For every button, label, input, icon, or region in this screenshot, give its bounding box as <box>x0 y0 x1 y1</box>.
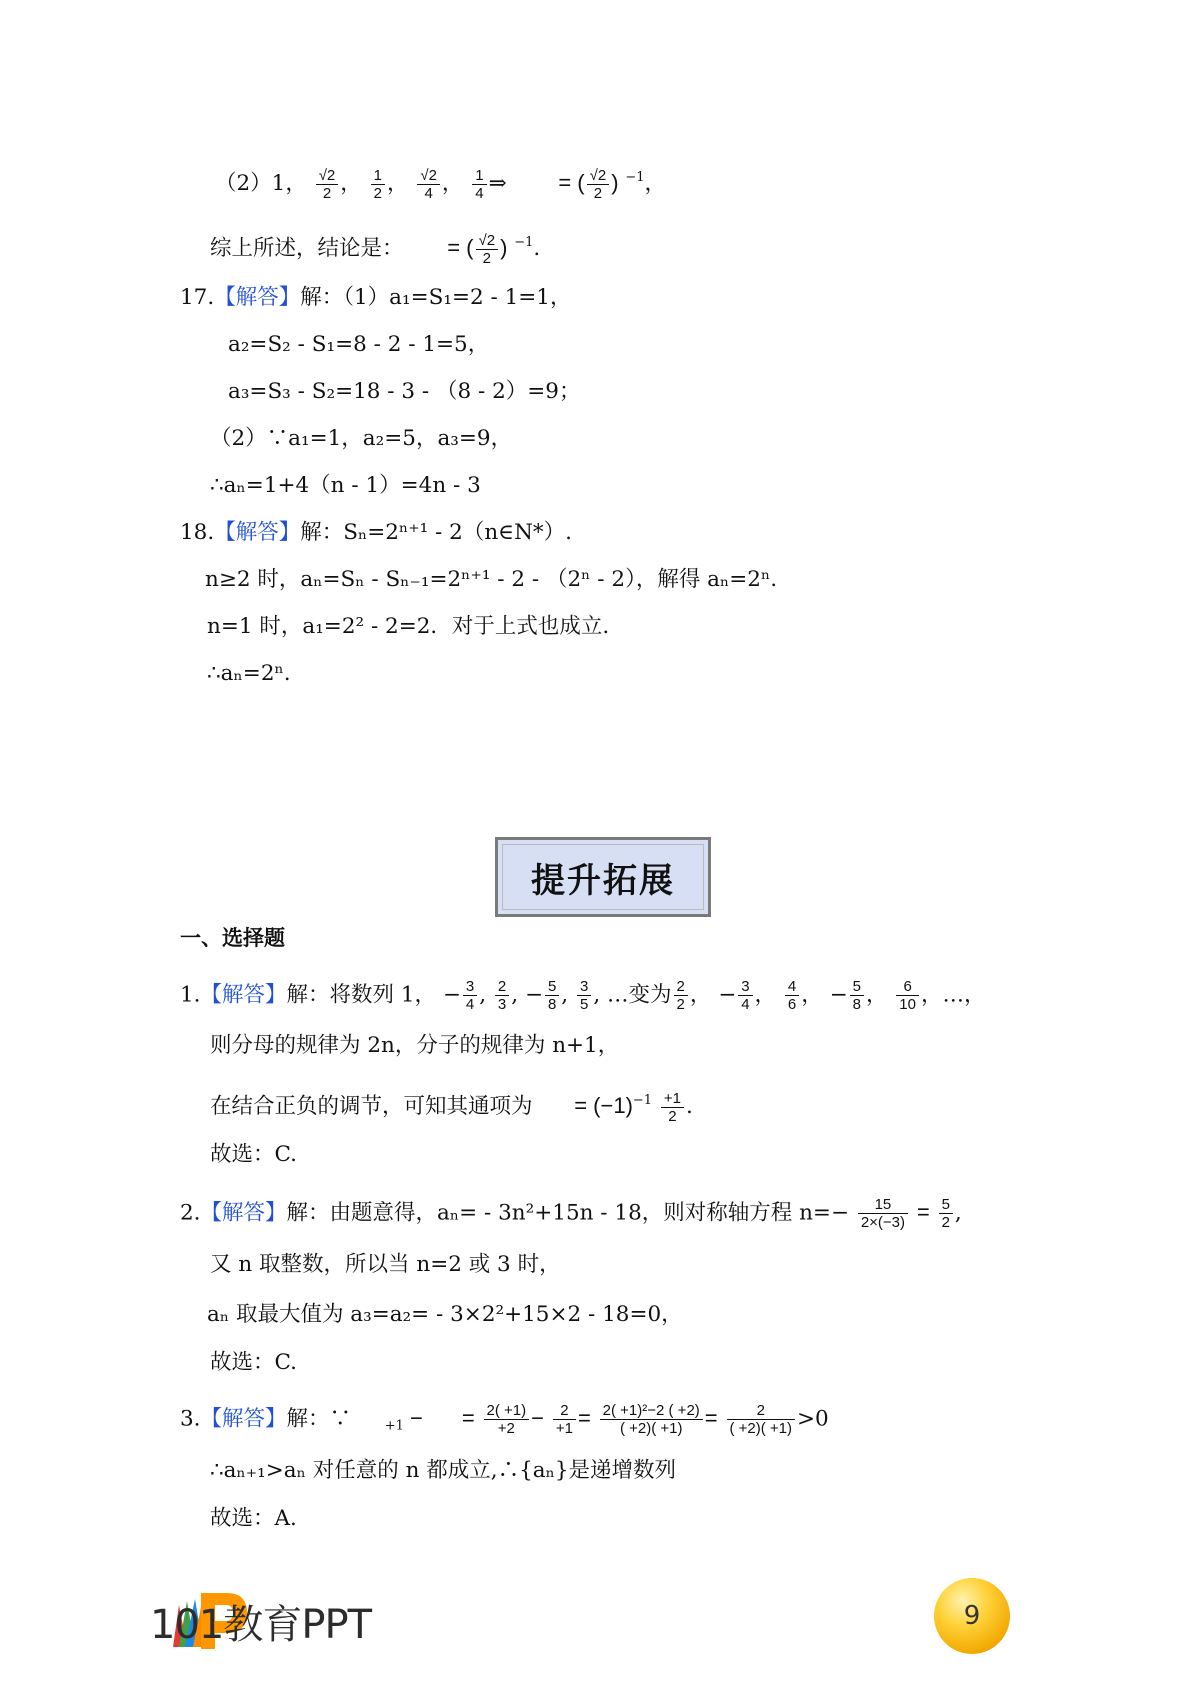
a2-line-1: 2.【解答】解：由题意得，aₙ= - 3n²+15n - 18，则对称轴方程 n=− $\frac{15}{2\times(-3)}$ = $\frac{5}{2}$ , <box>180 1196 962 1231</box>
page-number-badge: 9 <box>934 1578 1010 1654</box>
a2-line-4: 故选：C. <box>210 1350 298 1375</box>
fraction: $\frac{5}{8}$ <box>545 978 559 1013</box>
q17-line-3: a₃=S₃ - S₂=18 - 3 - （8 - 2）=9； <box>228 379 581 404</box>
brand-name: 101教育PPT <box>150 1602 372 1648</box>
fraction: $\frac{2}{3}$ <box>495 978 509 1013</box>
answer-tag: 【解答】 <box>200 982 287 1008</box>
a3-line-3: 故选：A. <box>210 1506 297 1531</box>
fraction-sqrt2-over-4: $\frac{√2}{4}$ <box>417 167 440 202</box>
fraction-1-over-4: $\frac{1}{4}$ <box>472 167 486 202</box>
fraction-1-over-2: $\frac{1}{2}$ <box>371 167 385 202</box>
answer-tag: 【解答】 <box>214 520 301 545</box>
a2-line-3: aₙ 取最大值为 a₃=a₂= - 3×2²+15×2 - 18=0， <box>207 1302 683 1327</box>
fraction: $\frac{2( +1)}{+2}$ <box>484 1402 530 1437</box>
fraction: $\frac{+1}{2}$ <box>661 1090 684 1125</box>
a3-line-1: 3.【解答】解：∵ $_{+1}$ − = $\frac{2( +1)}{+2}$ − $\frac{2}{+1}$ = $\frac{\text{2( +1)²−2 ( +2)}}{( +2)( +1)}$ = $\frac{2}{( +2)( +1)}$ >0 <box>180 1402 829 1437</box>
section-heading: 一、选择题 <box>180 926 285 950</box>
q17-line-5: ∴aₙ=1+4（n - 1）=4n - 3 <box>210 473 481 498</box>
q17-line-2: a₂=S₂ - S₁=8 - 2 - 1=5， <box>228 332 490 357</box>
a3-line-2: ∴aₙ₊₁>aₙ 对任意的 n 都成立,∴{aₙ}是递增数列 <box>210 1458 677 1483</box>
a1-line-3: 在结合正负的调节，可知其通项为 = $(-1)^{-1}$ $\frac{+1}{2}$ . <box>210 1089 693 1125</box>
fraction: $\frac{4}{6}$ <box>785 978 799 1013</box>
q18-line-4: ∴aₙ=2ⁿ. <box>207 661 291 686</box>
a1-line-1: 1.【解答】解：将数列 1， − $\frac{3}{4}$ , $\frac{2}{3}$ , − $\frac{5}{8}$ , $\frac{3}{5}$ , …变为 $\frac{2}{2}$ ， − $\frac{3}{4}$ ， $\frac{4}{6}$ ， − $\frac{5}{8}$ ， $\frac{6}{10}$ ，…， <box>180 978 986 1013</box>
a2-line-2: 又 n 取整数，所以当 n=2 或 3 时， <box>210 1252 561 1277</box>
answer-tag: 【解答】 <box>214 285 301 310</box>
q17-line-1: 17.【解答】解：（1）a₁=S₁=2 - 1=1， <box>180 285 572 310</box>
q17-line-4: （2）∵a₁=1，a₂=5，a₃=9， <box>210 426 513 451</box>
line-case2-sequence: （2）1， $\frac{√2}{2}$ ， $\frac{1}{2}$ ， $\frac{√2}{4}$ ， $\frac{1}{4}$ ⇒ = ( $\frac{√2}{2}$ ) $^{-1}$， <box>215 166 667 202</box>
fraction: $\frac{5}{8}$ <box>850 978 864 1013</box>
fraction: $\frac{2}{2}$ <box>674 978 688 1013</box>
fraction: $\frac{3}{4}$ <box>738 978 752 1013</box>
fraction-sqrt2-over-2-c: $\frac{√2}{2}$ <box>476 232 499 267</box>
fraction: $\frac{3}{4}$ <box>463 978 477 1013</box>
fraction: $\frac{15}{2\times(-3)}$ <box>858 1196 908 1231</box>
fraction: $\frac{6}{10}$ <box>896 978 919 1013</box>
a1-line-4: 故选：C. <box>210 1142 298 1167</box>
q18-line-1: 18.【解答】解：Sₙ=2ⁿ⁺¹ - 2（n∈N*）. <box>180 520 572 545</box>
fraction: $\frac{5}{2}$ <box>939 1196 953 1231</box>
answer-tag: 【解答】 <box>200 1406 287 1432</box>
a1-line-2: 则分母的规律为 2n，分子的规律为 n+1， <box>210 1033 620 1058</box>
section-banner: 提升拓展 <box>495 837 711 917</box>
fraction: $\frac{2}{( +2)( +1)}$ <box>727 1402 796 1437</box>
q18-line-3: n=1 时，a₁=2² - 2=2．对于上式也成立. <box>207 614 610 639</box>
fraction-sqrt2-over-2: $\frac{√2}{2}$ <box>316 167 339 202</box>
q18-line-2: n≥2 时，aₙ=Sₙ - Sₙ₋₁=2ⁿ⁺¹ - 2 - （2ⁿ - 2），解得 aₙ=2ⁿ. <box>205 567 778 592</box>
line-conclusion: 综上所述，结论是： = ( $\frac{√2}{2}$ ) $^{-1}$. <box>210 231 541 267</box>
answer-tag: 【解答】 <box>200 1200 287 1226</box>
fraction-sqrt2-over-2-b: $\frac{√2}{2}$ <box>587 167 610 202</box>
fraction: $\frac{2}{+1}$ <box>553 1402 576 1437</box>
fraction: $\frac{3}{5}$ <box>577 978 591 1013</box>
fraction: $\frac{\text{2( +1)²−2 ( +2)}}{( +2)( +1)}$ <box>600 1402 703 1437</box>
